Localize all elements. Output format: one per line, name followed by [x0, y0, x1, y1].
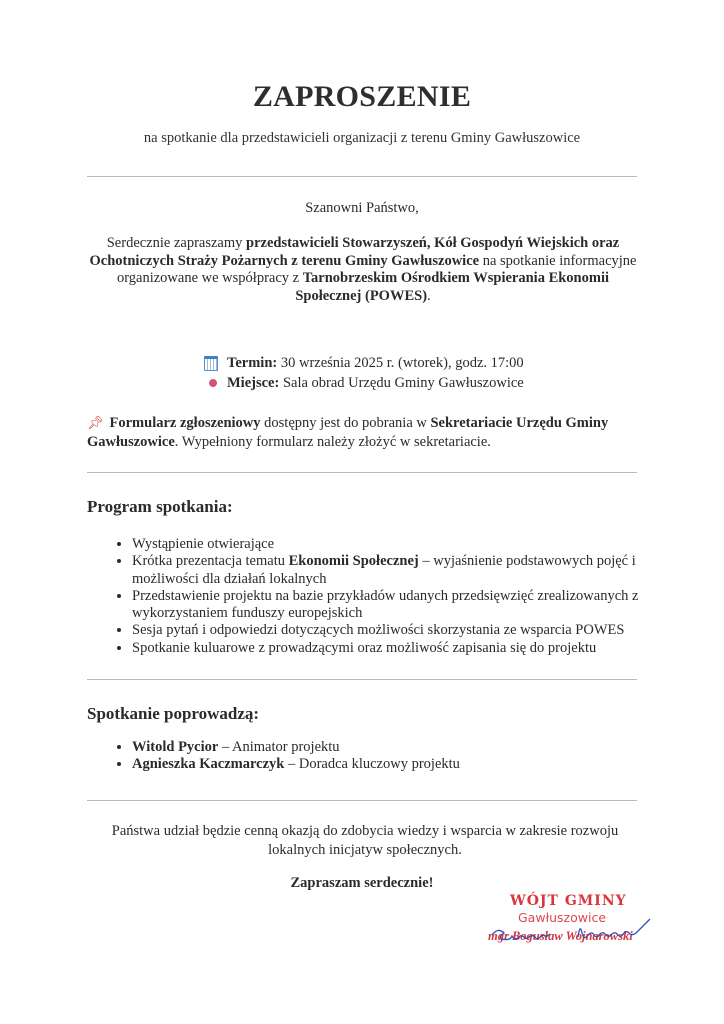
program-list	[110, 536, 662, 657]
divider	[87, 800, 637, 801]
divider	[87, 176, 637, 177]
document-subtitle: na spotkanie dla przedstawicieli organizacji z terenu Gminy Gawłuszowice	[143, 130, 581, 146]
official-stamp	[488, 893, 708, 944]
place-label: Miejsce:	[227, 375, 280, 391]
hosts-list	[110, 739, 662, 774]
form-note-text: . Wypełniony formularz należy złożyć w sekretariacie.	[174, 434, 491, 450]
program-heading: Program spotkania:	[87, 497, 233, 516]
program-item: • Przedstawienie projektu na bazie przykładów udanych przedsięwzięć zrealizowanych z wykorzystaniem funduszy europejskich	[132, 588, 662, 623]
location-pin-icon	[204, 376, 218, 390]
program-item: • Spotkanie kuluarowe z prowadzącymi oraz możliwość zapisania się do projektu	[132, 640, 662, 657]
program-item: • Wystąpienie otwierające	[132, 536, 662, 553]
form-note-text: dostępny jest do pobrania w	[260, 415, 431, 431]
intro-bold-organizations: przedstawicieli Stowarzyszeń, Kół Gospodyń Wiejskich oraz Ochotniczych Straży Pożarnych z terenu Gminy Gawłuszowice	[89, 235, 620, 269]
intro-bold-powes: Tarnobrzeskim Ośrodkiem Wspierania Ekonomii Społecznej (POWES)	[295, 270, 610, 304]
sign-off: Zapraszam serdecznie!	[290, 875, 434, 891]
event-place-row	[204, 373, 524, 393]
event-date-row	[204, 353, 524, 373]
pushpin-icon: 📌︎	[87, 415, 104, 430]
form-note-bold: Sekretariacie Urzędu Gminy Gawłuszowice	[87, 415, 609, 450]
host-name: Agnieszka Kaczmarczyk	[132, 756, 285, 773]
host-item	[132, 756, 662, 773]
form-note-bold: Formularz zgłoszeniowy	[109, 415, 261, 431]
stamp-title: WÓJT GMINY	[510, 893, 627, 909]
greeting: Szanowni Państwo,	[305, 200, 419, 216]
program-item: • Krótka prezentacja tematu Ekonomii Społecznej – wyjaśnienie podstawowych pojęć i możliwości dla działań lokalnych	[132, 553, 662, 588]
intro-text: Serdecznie zapraszamy	[106, 235, 247, 251]
host-role: – Doradca kluczowy projektu	[284, 756, 460, 773]
host-item	[132, 739, 662, 756]
handwritten-signature-icon	[486, 915, 696, 955]
host-name: Witold Pycior	[132, 739, 219, 755]
stamp-municipality: Gawłuszowice	[518, 910, 607, 925]
place-value: Sala obrad Urzędu Gminy Gawłuszowice	[279, 375, 524, 391]
date-value: 30 września 2025 r. (wtorek), godz. 17:00	[277, 355, 524, 371]
stamp-name: mgr Bogusław Wojnarowski	[488, 929, 633, 943]
intro-paragraph	[85, 235, 641, 305]
divider	[87, 472, 637, 473]
divider	[87, 679, 637, 680]
date-label: Termin:	[227, 355, 278, 371]
document-title: ZAPROSZENIE	[252, 80, 472, 113]
intro-text: .	[427, 287, 431, 304]
registration-form-note	[87, 413, 647, 452]
closing-paragraph: Państwa udział będzie cenną okazją do zdobycia wiedzy i wsparcia w zakresie rozwoju lokalnych inicjatyw społecznych.	[111, 823, 619, 858]
calendar-icon	[204, 356, 218, 370]
hosts-heading: Spotkanie poprowadzą:	[87, 704, 260, 723]
event-details	[204, 353, 524, 393]
program-item: • Sesja pytań i odpowiedzi dotyczących możliwości skorzystania ze wsparcia POWES	[132, 622, 662, 639]
host-role: – Animator projektu	[218, 739, 340, 755]
intro-text: na spotkanie informacyjne organizowane we współpracy z	[116, 252, 637, 286]
